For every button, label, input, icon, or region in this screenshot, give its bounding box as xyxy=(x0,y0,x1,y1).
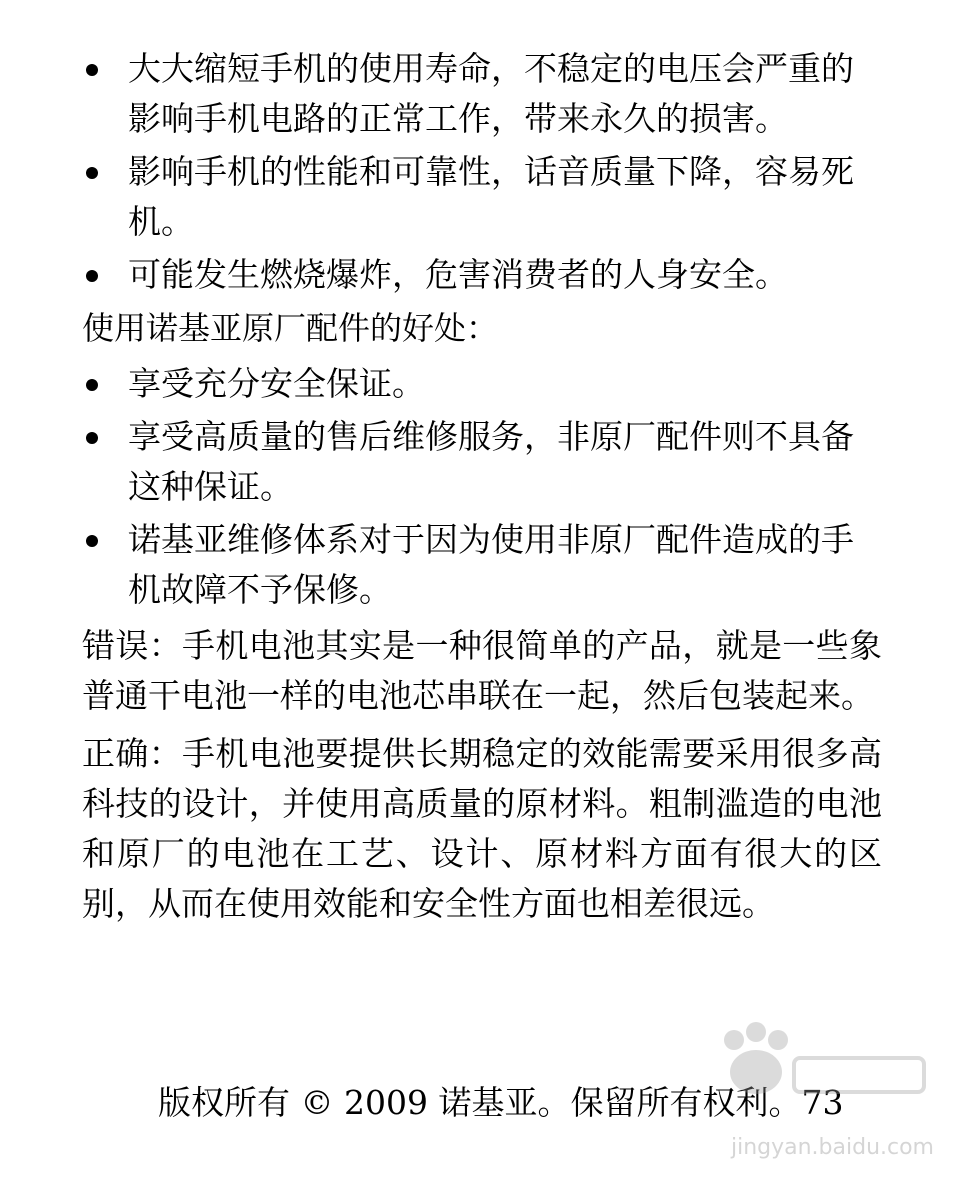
copyright-text: 版权所有 © 2009 诺基亚。保留所有权利。 xyxy=(158,1083,802,1122)
page-number: 73 xyxy=(801,1083,844,1122)
paw-logo-icon xyxy=(694,1010,934,1120)
list-item xyxy=(82,515,882,615)
section-heading: 使用诺基亚原厂配件的好处： xyxy=(82,309,499,347)
bullet-icon xyxy=(86,270,98,282)
list-item-text: 可能发生燃烧爆炸，危害消费者的人身安全。 xyxy=(128,255,788,294)
list-item xyxy=(82,147,882,247)
bullet-icon xyxy=(86,379,98,391)
bullet-icon xyxy=(86,64,98,76)
bullet-icon xyxy=(86,167,98,179)
right-label: 正确： xyxy=(82,734,183,773)
benefit-list xyxy=(82,359,882,615)
list-item xyxy=(82,359,882,409)
right-paragraph xyxy=(82,729,882,929)
watermark xyxy=(694,1010,934,1160)
list-item-text: 享受充分安全保证。 xyxy=(128,364,425,403)
list-item-text: 大大缩短手机的使用寿命，不稳定的电压会严重的影响手机电路的正常工作，带来永久的损害。 xyxy=(128,49,854,138)
right-text: 手机电池要提供长期稳定的效能需要采用很多高科技的设计，并使用高质量的原材料。粗制滥造的电池和原厂的电池在工艺、设计、原材料方面有很大的区别，从而在使用效能和安全性方面也相差很远。 xyxy=(82,734,883,923)
watermark-text: jingyan.baidu.com xyxy=(730,1135,934,1160)
risk-list xyxy=(82,44,882,300)
list-item-text: 影响手机的性能和可靠性，话音质量下降，容易死机。 xyxy=(128,152,854,241)
list-item xyxy=(82,250,882,300)
wrong-label: 错误： xyxy=(82,626,183,665)
wrong-paragraph xyxy=(82,621,882,721)
wrong-text: 手机电池其实是一种很简单的产品，就是一些象普通干电池一样的电池芯串联在一起，然后包装起来。 xyxy=(82,626,883,715)
list-item-text: 诺基亚维修体系对于因为使用非原厂配件造成的手机故障不予保修。 xyxy=(128,520,854,609)
list-item xyxy=(82,412,882,512)
bullet-icon xyxy=(86,432,98,444)
document-page xyxy=(82,44,882,937)
bullet-icon xyxy=(86,535,98,547)
list-item-text: 享受高质量的售后维修服务，非原厂配件则不具备这种保证。 xyxy=(128,417,854,506)
list-item xyxy=(82,44,882,144)
